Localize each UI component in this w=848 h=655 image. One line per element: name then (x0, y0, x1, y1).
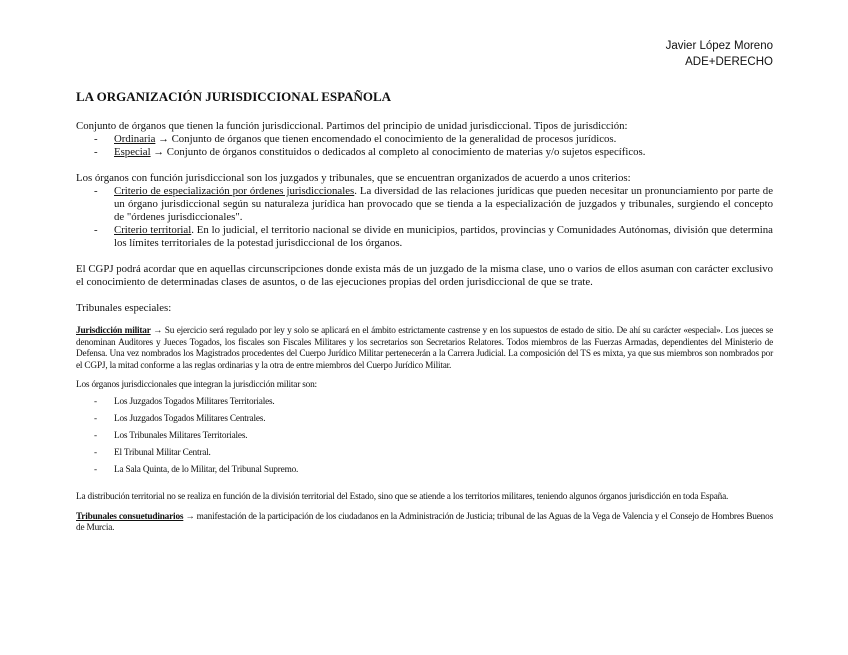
dash-bullet: - (94, 146, 98, 158)
militar-paragraph (76, 326, 773, 372)
list-item (76, 146, 773, 159)
term-ordinaria: Ordinaria (114, 133, 156, 145)
dash-bullet: - (94, 431, 97, 441)
dash-bullet: - (94, 465, 97, 475)
document-body (76, 120, 773, 535)
author-name: Javier López Moreno (665, 40, 773, 52)
term-especializacion-text: . La diversidad de las relaciones jurídicas que pueden necesitar un pronunciamiento por parte de un órgano jurisdiccional según su naturaleza jurídica han provocado que se tienda a la especialización de juzgados y tribunales, surgiendo el concepto de "órdenes jurisdiccionales". (114, 185, 773, 223)
dash-bullet: - (94, 448, 97, 458)
organos-heading: Los órganos jurisdiccionales que integran la jurisdicción militar son: (76, 380, 317, 390)
list-item (76, 397, 773, 409)
list-item (76, 224, 773, 250)
militar-text: → Su ejercicio será regulado por ley y solo se aplicará en el ámbito estrictamente castrense y en los supuestos de estado de sitio. De ahí su carácter «especial». Los jueces se denominan Auditores y Jueces Togados, los fiscales son Fiscales Militares y los secretarios son Secretarios Relatores. Todos miembros de las Fuerzas Armadas, dependientes del Ministerio de Defensa. Una vez nombrados los Magistrados procedentes del Cuerpo Jurídico Militar pertenecerán a la Carrera Judicial. La composición del TS es mixta, ya que sus miembros son nombrados por el CGPJ, la mitad conforme a las reglas ordinarias y la otra de entre miembros del Cuerpo Jurídico Militar. (76, 326, 773, 371)
especiales-heading: Tribunales especiales: (76, 302, 172, 314)
term-militar: Jurisdicción militar (76, 326, 151, 336)
organo-item: Los Juzgados Togados Militares Territoriales. (114, 397, 275, 407)
dash-bullet: - (94, 185, 98, 197)
cgpj-paragraph: El CGPJ podrá acordar que en aquellas circunscripciones donde exista más de un juzgado de la misma clase, uno o varios de ellos asuman con carácter exclusivo el conocimiento de determinadas clases de asuntos, o de las ejecuciones propias del orden jurisdiccional de que se trate. (76, 263, 773, 288)
organo-item: El Tribunal Militar Central. (114, 448, 211, 458)
page-header (666, 38, 773, 70)
distribucion-paragraph: La distribución territorial no se realiza en función de la división territorial del Estado, sino que se atiende a los territorios militares, teniendo algunos órganos jurisdicción en toda España. (76, 492, 729, 502)
term-especial-text: → Conjunto de órganos constituidos o dedicados al completo al conocimiento de materias y/o sujetos específicos. (150, 146, 646, 158)
intro-paragraph: Conjunto de órganos que tienen la función jurisdiccional. Partimos del principio de unidad jurisdiccional. Tipos de jurisdicción: (76, 120, 628, 132)
criteria-list (76, 185, 773, 250)
document-title: LA ORGANIZACIÓN JURISDICCIONAL ESPAÑOLA (76, 89, 392, 104)
list-item (76, 431, 773, 443)
dash-bullet: - (94, 397, 97, 407)
dash-bullet: - (94, 414, 97, 424)
consuetudinarios-text: → manifestación de la participación de los ciudadanos en la Administración de Justicia; tribunal de las Aguas de la Vega de Valencia y el Consejo de Hombres Buenos de Murcia. (76, 511, 773, 533)
organos-list (76, 397, 773, 477)
term-ordinaria-text: → Conjunto de órganos que tienen encomendado el conocimiento de la generalidad de procesos jurídicos. (155, 133, 617, 145)
organo-item: Los Juzgados Togados Militares Centrales. (114, 414, 266, 424)
term-consuetudinarios: Tribunales consuetudinarios (76, 511, 184, 522)
consuetudinarios-paragraph (76, 512, 773, 535)
list-item (76, 185, 773, 224)
criteria-paragraph: Los órganos con función jurisdiccional son los juzgados y tribunales, que se encuentran organizados de acuerdo a unos criterios: (76, 172, 631, 184)
term-territorial: Criterio territorial (114, 224, 192, 236)
jurisdiction-types-list (76, 133, 773, 159)
list-item (76, 448, 773, 460)
organo-item: La Sala Quinta, de lo Militar, del Tribunal Supremo. (114, 465, 299, 475)
dash-bullet: - (94, 133, 98, 145)
dash-bullet: - (94, 224, 98, 236)
term-especial: Especial (114, 146, 151, 158)
term-especializacion: Criterio de especialización por órdenes jurisdiccionales (114, 185, 355, 197)
course-name: ADE+DERECHO (685, 56, 773, 68)
list-item (76, 465, 773, 477)
especiales-section (76, 326, 773, 535)
list-item (76, 133, 773, 146)
term-territorial-text: . En lo judicial, el territorio nacional se divide en municipios, partidos, provincias y Comunidades Autónomas, división que determina los límites territoriales de la potestad jurisdiccional de los órganos. (114, 224, 773, 249)
list-item (76, 414, 773, 426)
organo-item: Los Tribunales Militares Territoriales. (114, 431, 248, 441)
